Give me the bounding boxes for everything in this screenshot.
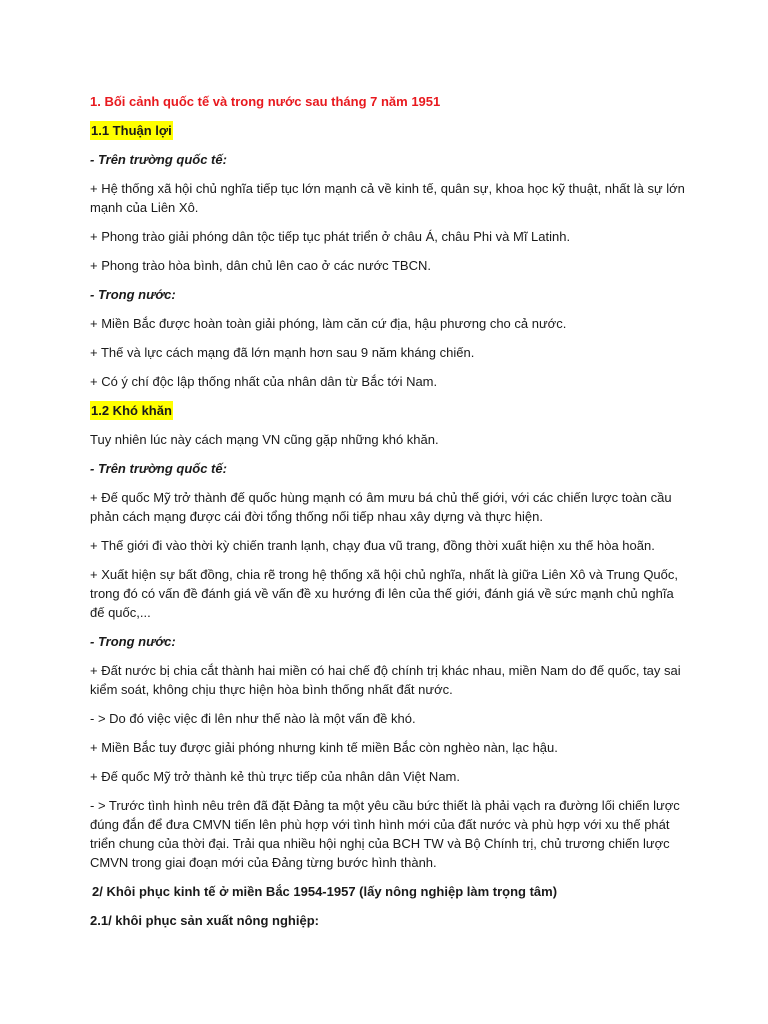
international-subheading-2: - Trên trường quốc tế: [90,461,227,476]
paragraph: + Có ý chí độc lập thống nhất của nhân dân từ Bắc tới Nam. [90,374,438,389]
section-1-title: 1. Bối cảnh quốc tế và trong nước sau tháng 7 năm 1951 [90,94,441,109]
paragraph: Tuy nhiên lúc này cách mạng VN cũng gặp những khó khăn. [90,432,439,447]
paragraph: - > Trước tình hình nêu trên đã đặt Đảng ta một yêu cầu bức thiết là phải vạch ra đường lối chiến lược đúng đắn để đưa CMVN tiến lên phù hợp với tình hình mới của đất nước và phù hợp với xu thế phát triển chung của thời đại. Trải qua nhiều hội nghị của BCH TW và Bộ Chính trị, chủ trương chiến lược CMVN trong giai đoạn mới của Đảng từng bước hình thành. [90,798,680,870]
paragraph: - > Do đó việc việc đi lên như thế nào là một vấn đề khó. [90,711,416,726]
paragraph: + Hệ thống xã hội chủ nghĩa tiếp tục lớn mạnh cả về kinh tế, quân sự, khoa học kỹ thuật, nhất là sự lớn mạnh của Liên Xô. [90,181,685,215]
paragraph: + Đất nước bị chia cắt thành hai miền có hai chế độ chính trị khác nhau, miền Nam do đế quốc, tay sai kiểm soát, không chịu thực hiện hòa bình thống nhất đất nước. [90,663,681,697]
domestic-subheading-1: - Trong nước: [90,287,176,302]
section-1-2-heading: 1.2 Khó khăn [91,403,172,418]
domestic-subheading-2: - Trong nước: [90,634,176,649]
paragraph: + Miền Bắc được hoàn toàn giải phóng, làm căn cứ địa, hậu phương cho cả nước. [90,316,567,331]
paragraph: + Đế quốc Mỹ trở thành đế quốc hùng mạnh có âm mưu bá chủ thế giới, với các chiến lược toàn cầu phản cách mạng được cái đời tổng thống nối tiếp nhau xây dựng và thực hiện. [90,490,672,524]
international-subheading-1: - Trên trường quốc tế: [90,152,227,167]
section-2-1-heading: 2.1/ khôi phục sản xuất nông nghiệp: [90,913,319,928]
paragraph: + Miền Bắc tuy được giải phóng nhưng kinh tế miền Bắc còn nghèo nàn, lạc hậu. [90,740,558,755]
paragraph: + Đế quốc Mỹ trở thành kẻ thù trực tiếp của nhân dân Việt Nam. [90,769,460,784]
section-1-1-heading: 1.1 Thuận lợi [91,123,172,138]
section-2-heading: 2/ Khôi phục kinh tế ở miền Bắc 1954-1957 (lấy nông nghiệp làm trọng tâm) [92,884,558,899]
paragraph: + Phong trào giải phóng dân tộc tiếp tục phát triển ở châu Á, châu Phi và Mĩ Latinh. [90,229,571,244]
paragraph: + Phong trào hòa bình, dân chủ lên cao ở các nước TBCN. [90,258,431,273]
paragraph: + Thế giới đi vào thời kỳ chiến tranh lạnh, chạy đua vũ trang, đồng thời xuất hiện xu thế hòa hoãn. [90,538,655,553]
paragraph: + Thế và lực cách mạng đã lớn mạnh hơn sau 9 năm kháng chiến. [90,345,475,360]
paragraph: + Xuất hiện sự bất đồng, chia rẽ trong hệ thống xã hội chủ nghĩa, nhất là giữa Liên Xô và Trung Quốc, trong đó có vấn đề đánh giá về vấn đề xu hướng đi lên của thế giới, đánh giá về sức mạnh chủ nghĩa đế quốc,... [90,567,678,620]
